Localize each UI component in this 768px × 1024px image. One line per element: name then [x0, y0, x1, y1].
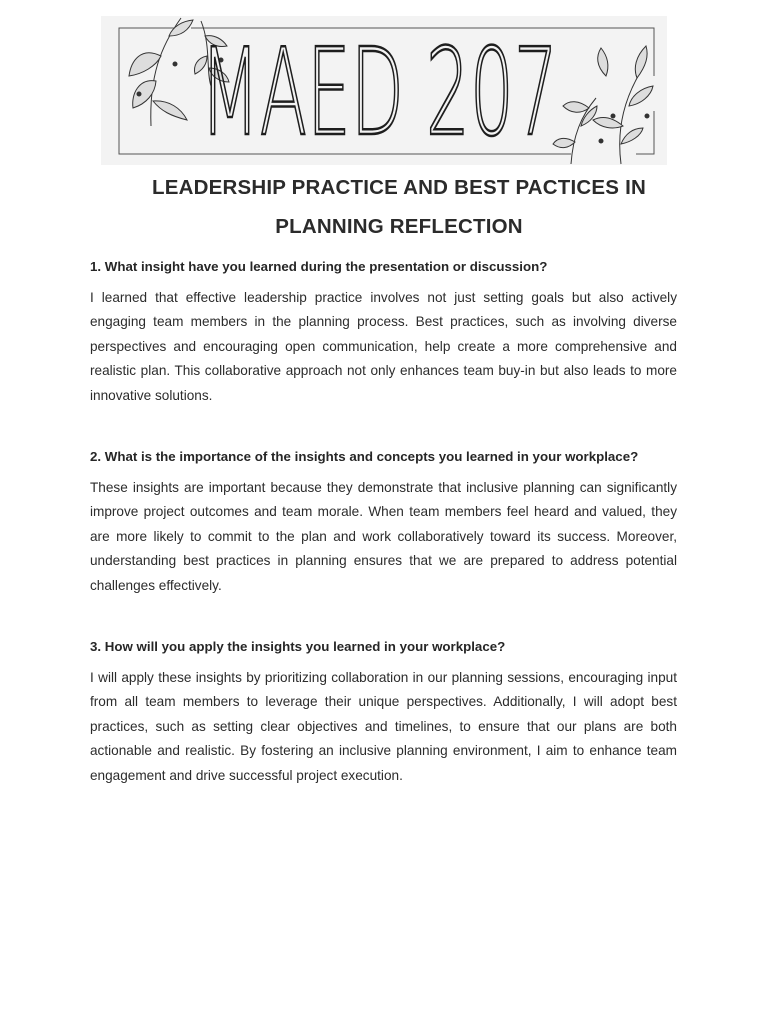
answer-1: I learned that effective leadership practice involves not just setting goals but also actively engaging team members in the planning process. Best practices, such as involving diverse perspectives and encouraging open communication, help create a more comprehensive and realistic plan. This collaborative approach not only enhances team buy-in but also leads to more innovative solutions.	[90, 290, 677, 403]
question-1: 1. What insight have you learned during the presentation or discussion?	[90, 259, 548, 274]
leaf-branch-icon	[553, 46, 653, 164]
question-3: 3. How will you apply the insights you learned in your workplace?	[90, 639, 506, 654]
page-title-line-2: PLANNING REFLECTION	[275, 215, 523, 238]
question-2: 2. What is the importance of the insights and concepts you learned in your workplace?	[90, 449, 639, 464]
banner-logo-text: MAED 207	[200, 23, 558, 164]
answer-2: These insights are important because they demonstrate that inclusive planning can significantly improve project outcomes and team morale. When team members feel heard and valued, they are more likely to commit to the plan and work collaboratively toward its success. Moreover, understanding best practices in planning ensures that we are prepared to address potential challenges effectively.	[90, 480, 677, 593]
banner-artwork	[101, 16, 667, 165]
page-title-line-1: LEADERSHIP PRACTICE AND BEST PACTICES IN	[152, 176, 646, 199]
header-banner	[101, 16, 667, 165]
answer-3: I will apply these insights by prioritizing collaboration in our planning sessions, encouraging input from all team members to leverage their unique perspectives. Additionally, I will adopt best practices, such as setting clear objectives and timelines, to ensure that our plans are both actionable and realistic. By fostering an inclusive planning environment, I aim to enhance team engagement and drive successful project execution.	[90, 670, 677, 783]
